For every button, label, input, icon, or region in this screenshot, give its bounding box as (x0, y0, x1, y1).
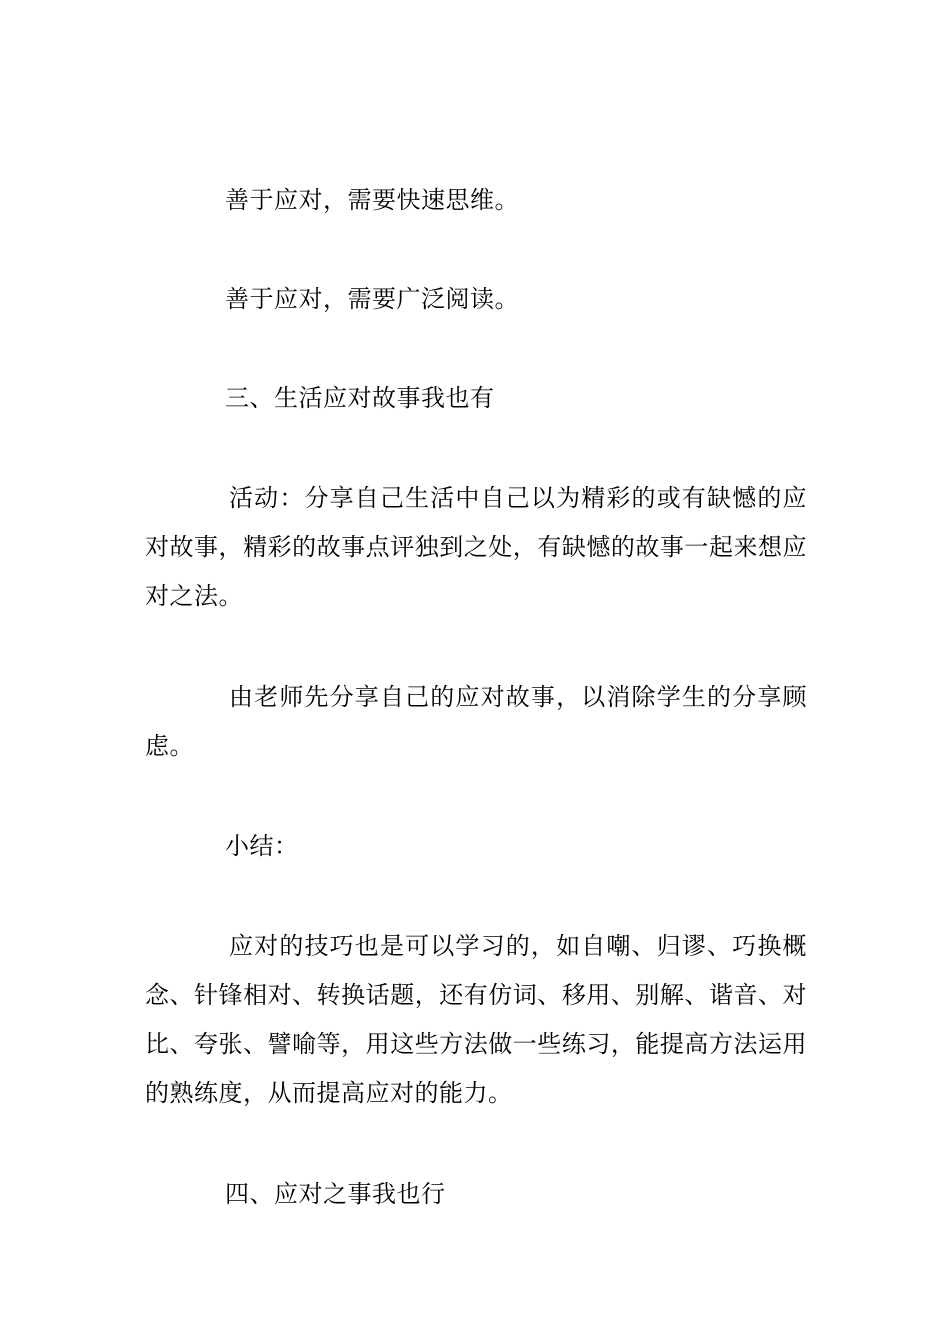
paragraph-teacher-share: 由老师先分享自己的应对故事，以消除学生的分享顾虑。 (145, 683, 807, 760)
section-heading-four: 四、应对之事我也行 (225, 1180, 446, 1208)
paragraph-wide-reading: 善于应对，需要广泛阅读。 (225, 285, 519, 313)
summary-label: 小结： (225, 832, 299, 860)
paragraph-activity: 活动：分享自己生活中自己以为精彩的或有缺憾的应对故事，精彩的故事点评独到之处，有缺憾的故事一起来想应对之法。 (145, 484, 807, 610)
section-heading-three: 三、生活应对故事我也有 (225, 384, 495, 412)
paragraph-summary-techniques: 应对的技巧也是可以学习的，如自嘲、归谬、巧换概念、针锋相对、转换话题，还有仿词、移用、别解、谐音、对比、夸张、譬喻等，用这些方法做一些练习，能提高方法运用的熟练度，从而提高应对的能力。 (145, 932, 807, 1107)
paragraph-quick-thinking: 善于应对，需要快速思维。 (225, 186, 519, 214)
